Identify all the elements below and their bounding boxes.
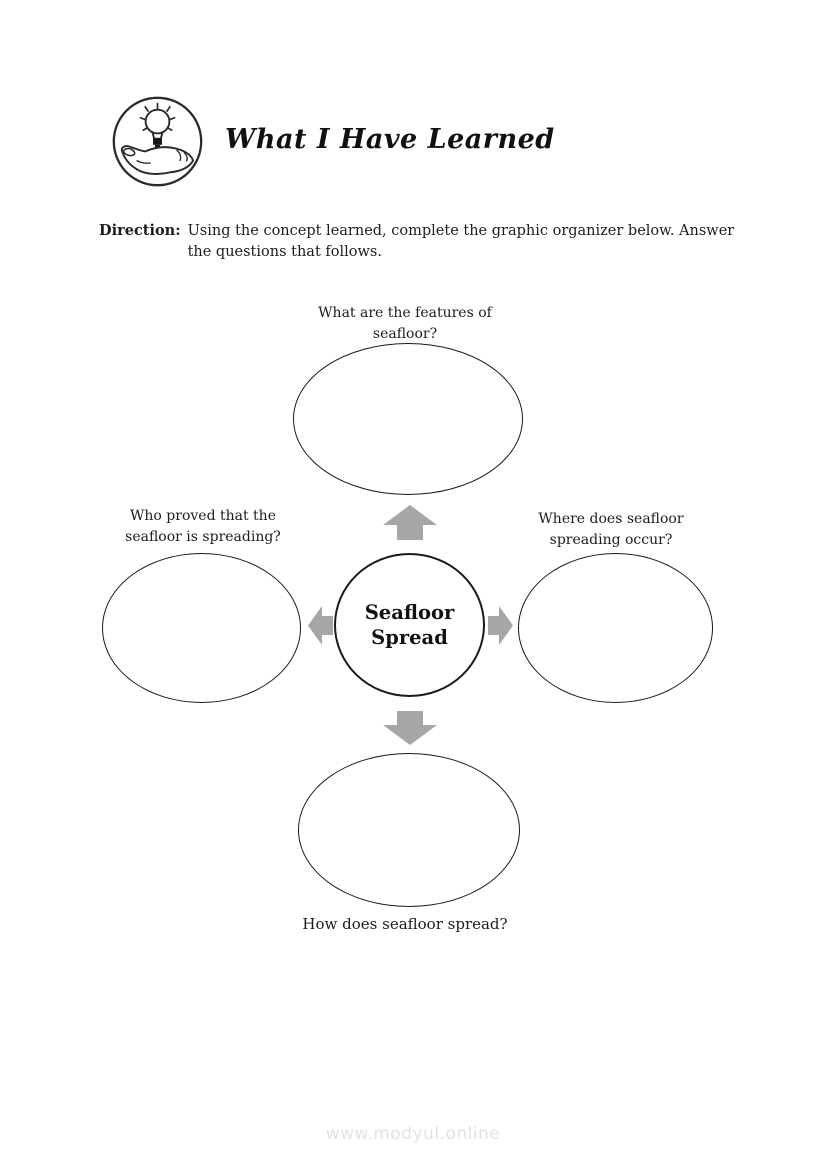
- center-topic: [334, 553, 485, 697]
- question-bottom-line-1: How does seafloor spread?: [302, 915, 508, 933]
- direction-paragraph: [99, 221, 734, 262]
- arrow-left-icon: [308, 603, 333, 648]
- question-top: [255, 303, 555, 344]
- direction-text: [188, 221, 735, 262]
- question-right: [511, 509, 711, 550]
- direction-label: Direction:: [99, 222, 181, 239]
- question-bottom: [255, 914, 555, 935]
- center-topic-line-1: Seafloor: [364, 601, 455, 624]
- direction-line-2: the questions that follows.: [187, 243, 382, 260]
- question-left-line-2: seafloor is spreading?: [125, 528, 281, 545]
- question-top-line-2: seafloor?: [372, 325, 438, 342]
- lightbulb-in-hand-icon: [110, 94, 205, 189]
- answer-ellipse-bottom: [298, 753, 520, 907]
- watermark: www.modyul.online: [325, 1124, 501, 1144]
- question-left: [103, 506, 303, 547]
- arrow-right-icon: [488, 603, 513, 648]
- answer-ellipse-left: [102, 553, 301, 703]
- center-topic-line-2: Spread: [371, 626, 448, 649]
- page-title: What I Have Learned: [225, 124, 555, 155]
- direction-line-1: Using the concept learned, complete the graphic organizer below. Answer: [187, 223, 735, 239]
- question-right-line-1: Where does seafloor: [538, 511, 684, 527]
- arrow-down-icon: [383, 711, 437, 745]
- arrow-up-icon: [383, 505, 437, 540]
- answer-ellipse-right: [518, 553, 713, 703]
- question-left-line-1: Who proved that the: [130, 508, 276, 524]
- answer-ellipse-top: [293, 343, 523, 495]
- question-right-line-2: spreading occur?: [549, 531, 673, 548]
- question-top-line-1: What are the features of: [318, 305, 492, 321]
